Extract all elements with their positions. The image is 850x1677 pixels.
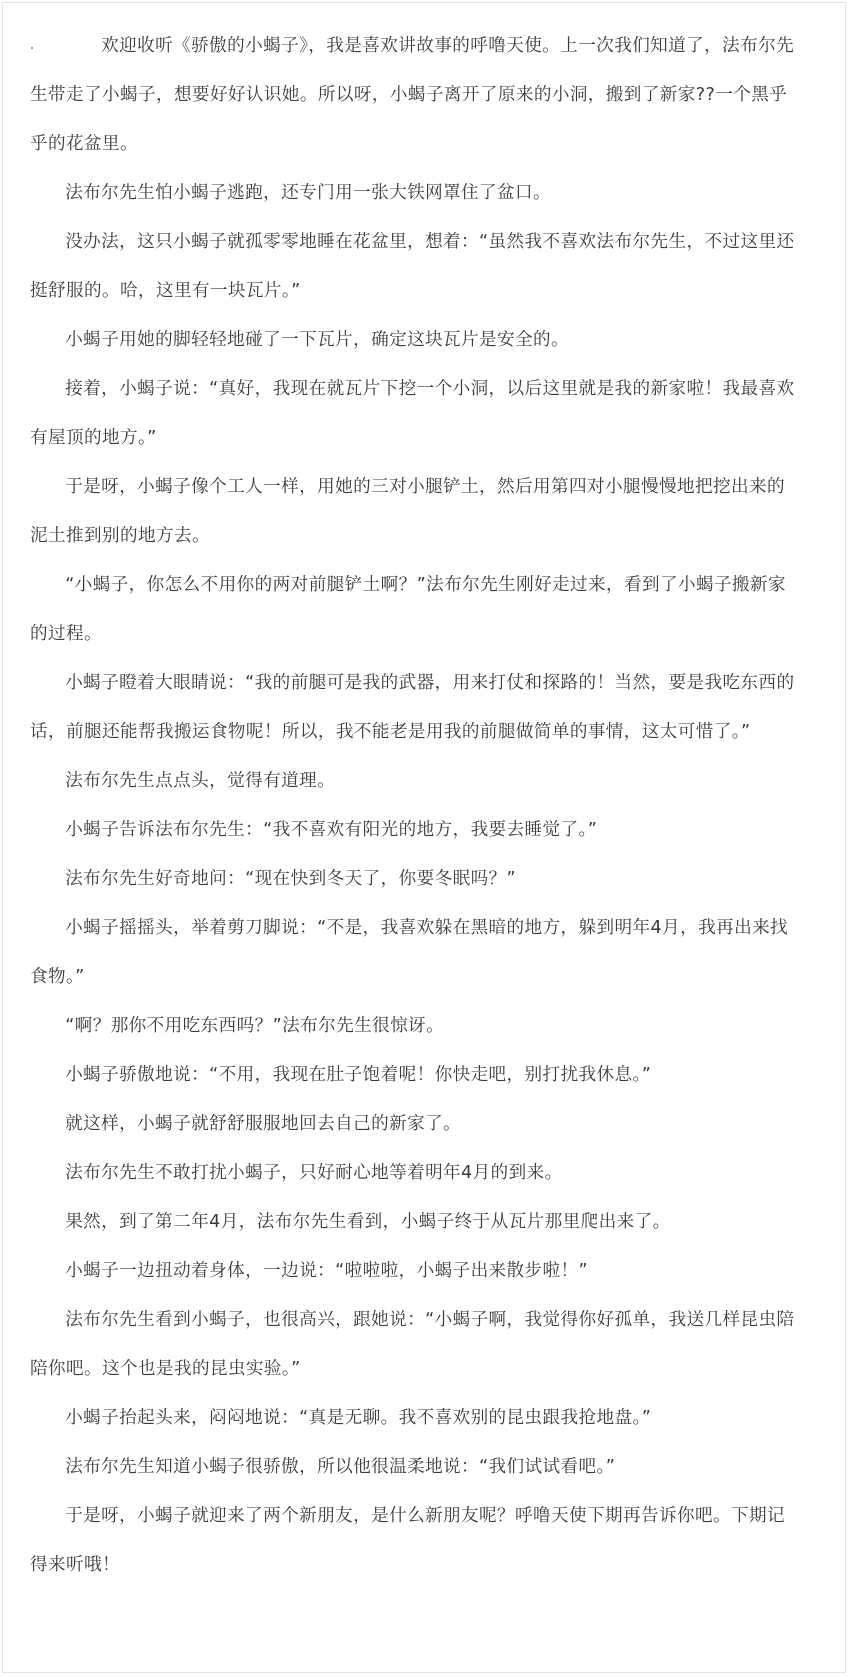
story-article [30,22,802,1590]
paragraph-5: 接着，小蝎子说：“真好，我现在就瓦片下挖一个小洞，以后这里就是我的新家啦！我最喜欢有屋顶的地方。” [30,379,795,448]
paragraph-4: 小蝎子用她的脚轻轻地碰了一下瓦片，确定这块瓦片是安全的。 [65,330,570,350]
paragraph-18: 小蝎子一边扭动着身体，一边说：“啦啦啦，小蝎子出来散步啦！” [65,1261,589,1281]
paragraph-10: 小蝎子告诉法布尔先生：“我不喜欢有阳光的地方，我要去睡觉了。” [65,820,598,840]
paragraph-7: “小蝎子，你怎么不用你的两对前腿铲土啊？”法布尔先生刚好走过来，看到了小蝎子搬新家的过程。 [30,575,786,644]
paragraph-1: 欢迎收听《骄傲的小蝎子》，我是喜欢讲故事的呼噜天使。上一次我们知道了，法布尔先生带走了小蝎子，想要好好认识她。所以呀，小蝎子离开了原来的小洞，搬到了新家??一个黑乎乎的花盆里。 [30,36,795,154]
paragraph-16: 法布尔先生不敢打扰小蝎子，只好耐心地等着明年4月的到来。 [65,1163,563,1183]
paragraph-3: 没办法，这只小蝎子就孤零零地睡在花盆里，想着：“虽然我不喜欢法布尔先生，不过这里还挺舒服的。哈，这里有一块瓦片。” [30,232,795,301]
paragraph-9: 法布尔先生点点头，觉得有道理。 [65,771,336,791]
paragraph-2: 法布尔先生怕小蝎子逃跑，还专门用一张大铁网罩住了盆口。 [65,183,552,203]
paragraph-22: 于是呀，小蝎子就迎来了两个新朋友，是什么新朋友呢？呼噜天使下期再告诉你吧。下期记得来听哦！ [30,1506,785,1575]
paragraph-14: 小蝎子骄傲地说：“不用，我现在肚子饱着呢！你快走吧，别打扰我休息。” [65,1065,652,1085]
paragraph-21: 法布尔先生知道小蝎子很骄傲，所以他很温柔地说：“我们试试看吧。” [65,1457,616,1477]
paragraph-11: 法布尔先生好奇地问：“现在快到冬天了，你要冬眠吗？” [65,869,517,889]
paragraph-8: 小蝎子瞪着大眼睛说：“我的前腿可是我的武器，用来打仗和探路的！当然，要是我吃东西的话，前腿还能帮我搬运食物呢！所以，我不能老是用我的前腿做简单的事情，这太可惜了。” [30,673,795,742]
paragraph-12: 小蝎子摇摇头，举着剪刀脚说：“不是，我喜欢躲在黑暗的地方，躲到明年4月，我再出来找食物。” [30,918,789,987]
paragraph-17: 果然，到了第二年4月，法布尔先生看到，小蝎子终于从瓦片那里爬出来了。 [65,1212,671,1232]
paragraph-6: 于是呀，小蝎子像个工人一样，用她的三对小腿铲土，然后用第四对小腿慢慢地把挖出来的泥土推到别的地方去。 [30,477,785,546]
paragraph-20: 小蝎子抬起头来，闷闷地说：“真是无聊。我不喜欢别的昆虫跟我抢地盘。” [65,1408,652,1428]
paragraph-13: “啊？那你不用吃东西吗？”法布尔先生很惊讶。 [65,1016,445,1036]
paragraph-15: 就这样，小蝎子就舒舒服服地回去自己的新家了。 [65,1114,462,1134]
paragraph-19: 法布尔先生看到小蝎子，也很高兴，跟她说：“小蝎子啊，我觉得你好孤单，我送几样昆虫陪陪你吧。这个也是我的昆虫实验。” [30,1310,795,1379]
